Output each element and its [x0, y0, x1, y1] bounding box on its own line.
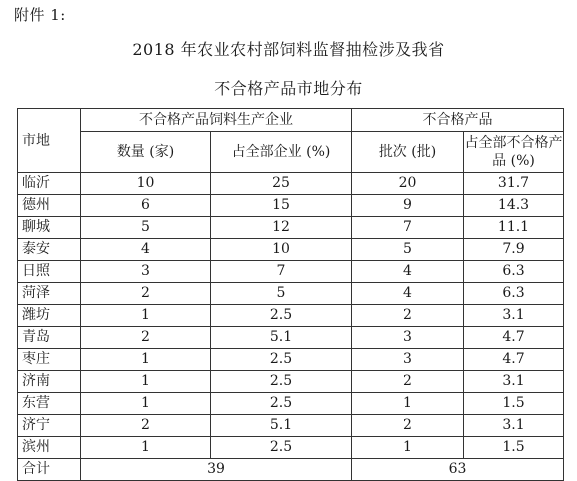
count-cell: 1	[81, 437, 211, 459]
product-pct-cell: 7.9	[464, 239, 564, 261]
enterprise-group-header: 不合格产品饲料生产企业	[81, 109, 352, 132]
enterprise-pct-cell: 5.1	[211, 327, 352, 349]
product-pct-column-header: 占全部不合格产品 (%)	[464, 132, 564, 173]
enterprise-pct-column-header: 占全部企业 (%)	[211, 132, 352, 173]
count-cell: 10	[81, 173, 211, 195]
product-pct-cell: 3.1	[464, 415, 564, 437]
city-cell: 滨州	[18, 437, 81, 459]
table-row	[18, 371, 564, 393]
table-row	[18, 415, 564, 437]
city-cell: 东营	[18, 393, 81, 415]
table-subheader-row	[18, 132, 564, 173]
table-row	[18, 217, 564, 239]
count-cell: 6	[81, 195, 211, 217]
table-row	[18, 239, 564, 261]
batches-cell: 3	[352, 349, 464, 371]
count-cell: 2	[81, 415, 211, 437]
product-group-header: 不合格产品	[352, 109, 564, 132]
count-cell: 5	[81, 217, 211, 239]
enterprise-pct-cell: 5.1	[211, 415, 352, 437]
enterprise-pct-cell: 25	[211, 173, 352, 195]
city-cell: 潍坊	[18, 305, 81, 327]
count-cell: 3	[81, 261, 211, 283]
enterprise-pct-cell: 2.5	[211, 371, 352, 393]
batches-column-header: 批次 (批)	[352, 132, 464, 173]
product-pct-cell: 31.7	[464, 173, 564, 195]
city-cell: 日照	[18, 261, 81, 283]
count-cell: 4	[81, 239, 211, 261]
enterprise-pct-cell: 12	[211, 217, 352, 239]
table-row	[18, 437, 564, 459]
table-row	[18, 327, 564, 349]
city-cell: 济南	[18, 371, 81, 393]
count-cell: 1	[81, 349, 211, 371]
table-row	[18, 283, 564, 305]
batches-cell: 4	[352, 261, 464, 283]
product-pct-cell: 4.7	[464, 349, 564, 371]
enterprise-pct-cell: 2.5	[211, 393, 352, 415]
batches-cell: 7	[352, 217, 464, 239]
table-row	[18, 349, 564, 371]
product-pct-cell: 1.5	[464, 437, 564, 459]
table-row	[18, 195, 564, 217]
product-pct-cell: 14.3	[464, 195, 564, 217]
enterprise-pct-cell: 2.5	[211, 437, 352, 459]
total-row	[18, 459, 564, 481]
batches-cell: 5	[352, 239, 464, 261]
total-enterprises: 39	[81, 459, 352, 481]
batches-cell: 1	[352, 437, 464, 459]
table-row	[18, 393, 564, 415]
city-cell: 泰安	[18, 239, 81, 261]
total-label: 合计	[18, 459, 81, 481]
city-column-header: 市地	[18, 109, 81, 173]
batches-cell: 9	[352, 195, 464, 217]
enterprise-pct-cell: 15	[211, 195, 352, 217]
attachment-label: 附件 1:	[14, 6, 66, 24]
enterprise-pct-cell: 7	[211, 261, 352, 283]
table-row	[18, 261, 564, 283]
document-title: 2018 年农业农村部饲料监督抽检涉及我省	[132, 40, 445, 59]
enterprise-pct-cell: 5	[211, 283, 352, 305]
city-cell: 临沂	[18, 173, 81, 195]
batches-cell: 4	[352, 283, 464, 305]
batches-cell: 20	[352, 173, 464, 195]
count-cell: 2	[81, 283, 211, 305]
city-cell: 德州	[18, 195, 81, 217]
count-cell: 1	[81, 393, 211, 415]
enterprise-pct-cell: 2.5	[211, 349, 352, 371]
table-row	[18, 173, 564, 195]
table-row	[18, 305, 564, 327]
city-cell: 聊城	[18, 217, 81, 239]
product-pct-cell: 11.1	[464, 217, 564, 239]
table-header-row	[18, 109, 564, 132]
distribution-table	[17, 108, 564, 481]
count-cell: 2	[81, 327, 211, 349]
batches-cell: 3	[352, 327, 464, 349]
batches-cell: 2	[352, 415, 464, 437]
total-batches: 63	[352, 459, 564, 481]
product-pct-cell: 3.1	[464, 371, 564, 393]
product-pct-cell: 1.5	[464, 393, 564, 415]
enterprise-pct-cell: 10	[211, 239, 352, 261]
count-cell: 1	[81, 305, 211, 327]
batches-cell: 1	[352, 393, 464, 415]
count-cell: 1	[81, 371, 211, 393]
product-pct-cell: 3.1	[464, 305, 564, 327]
product-pct-cell: 6.3	[464, 283, 564, 305]
enterprise-pct-cell: 2.5	[211, 305, 352, 327]
city-cell: 枣庄	[18, 349, 81, 371]
product-pct-cell: 6.3	[464, 261, 564, 283]
batches-cell: 2	[352, 305, 464, 327]
document-subtitle: 不合格产品市地分布	[214, 79, 363, 98]
city-cell: 菏泽	[18, 283, 81, 305]
batches-cell: 2	[352, 371, 464, 393]
city-cell: 济宁	[18, 415, 81, 437]
count-column-header: 数量 (家)	[81, 132, 211, 173]
city-cell: 青岛	[18, 327, 81, 349]
product-pct-cell: 4.7	[464, 327, 564, 349]
table-body	[18, 173, 564, 459]
